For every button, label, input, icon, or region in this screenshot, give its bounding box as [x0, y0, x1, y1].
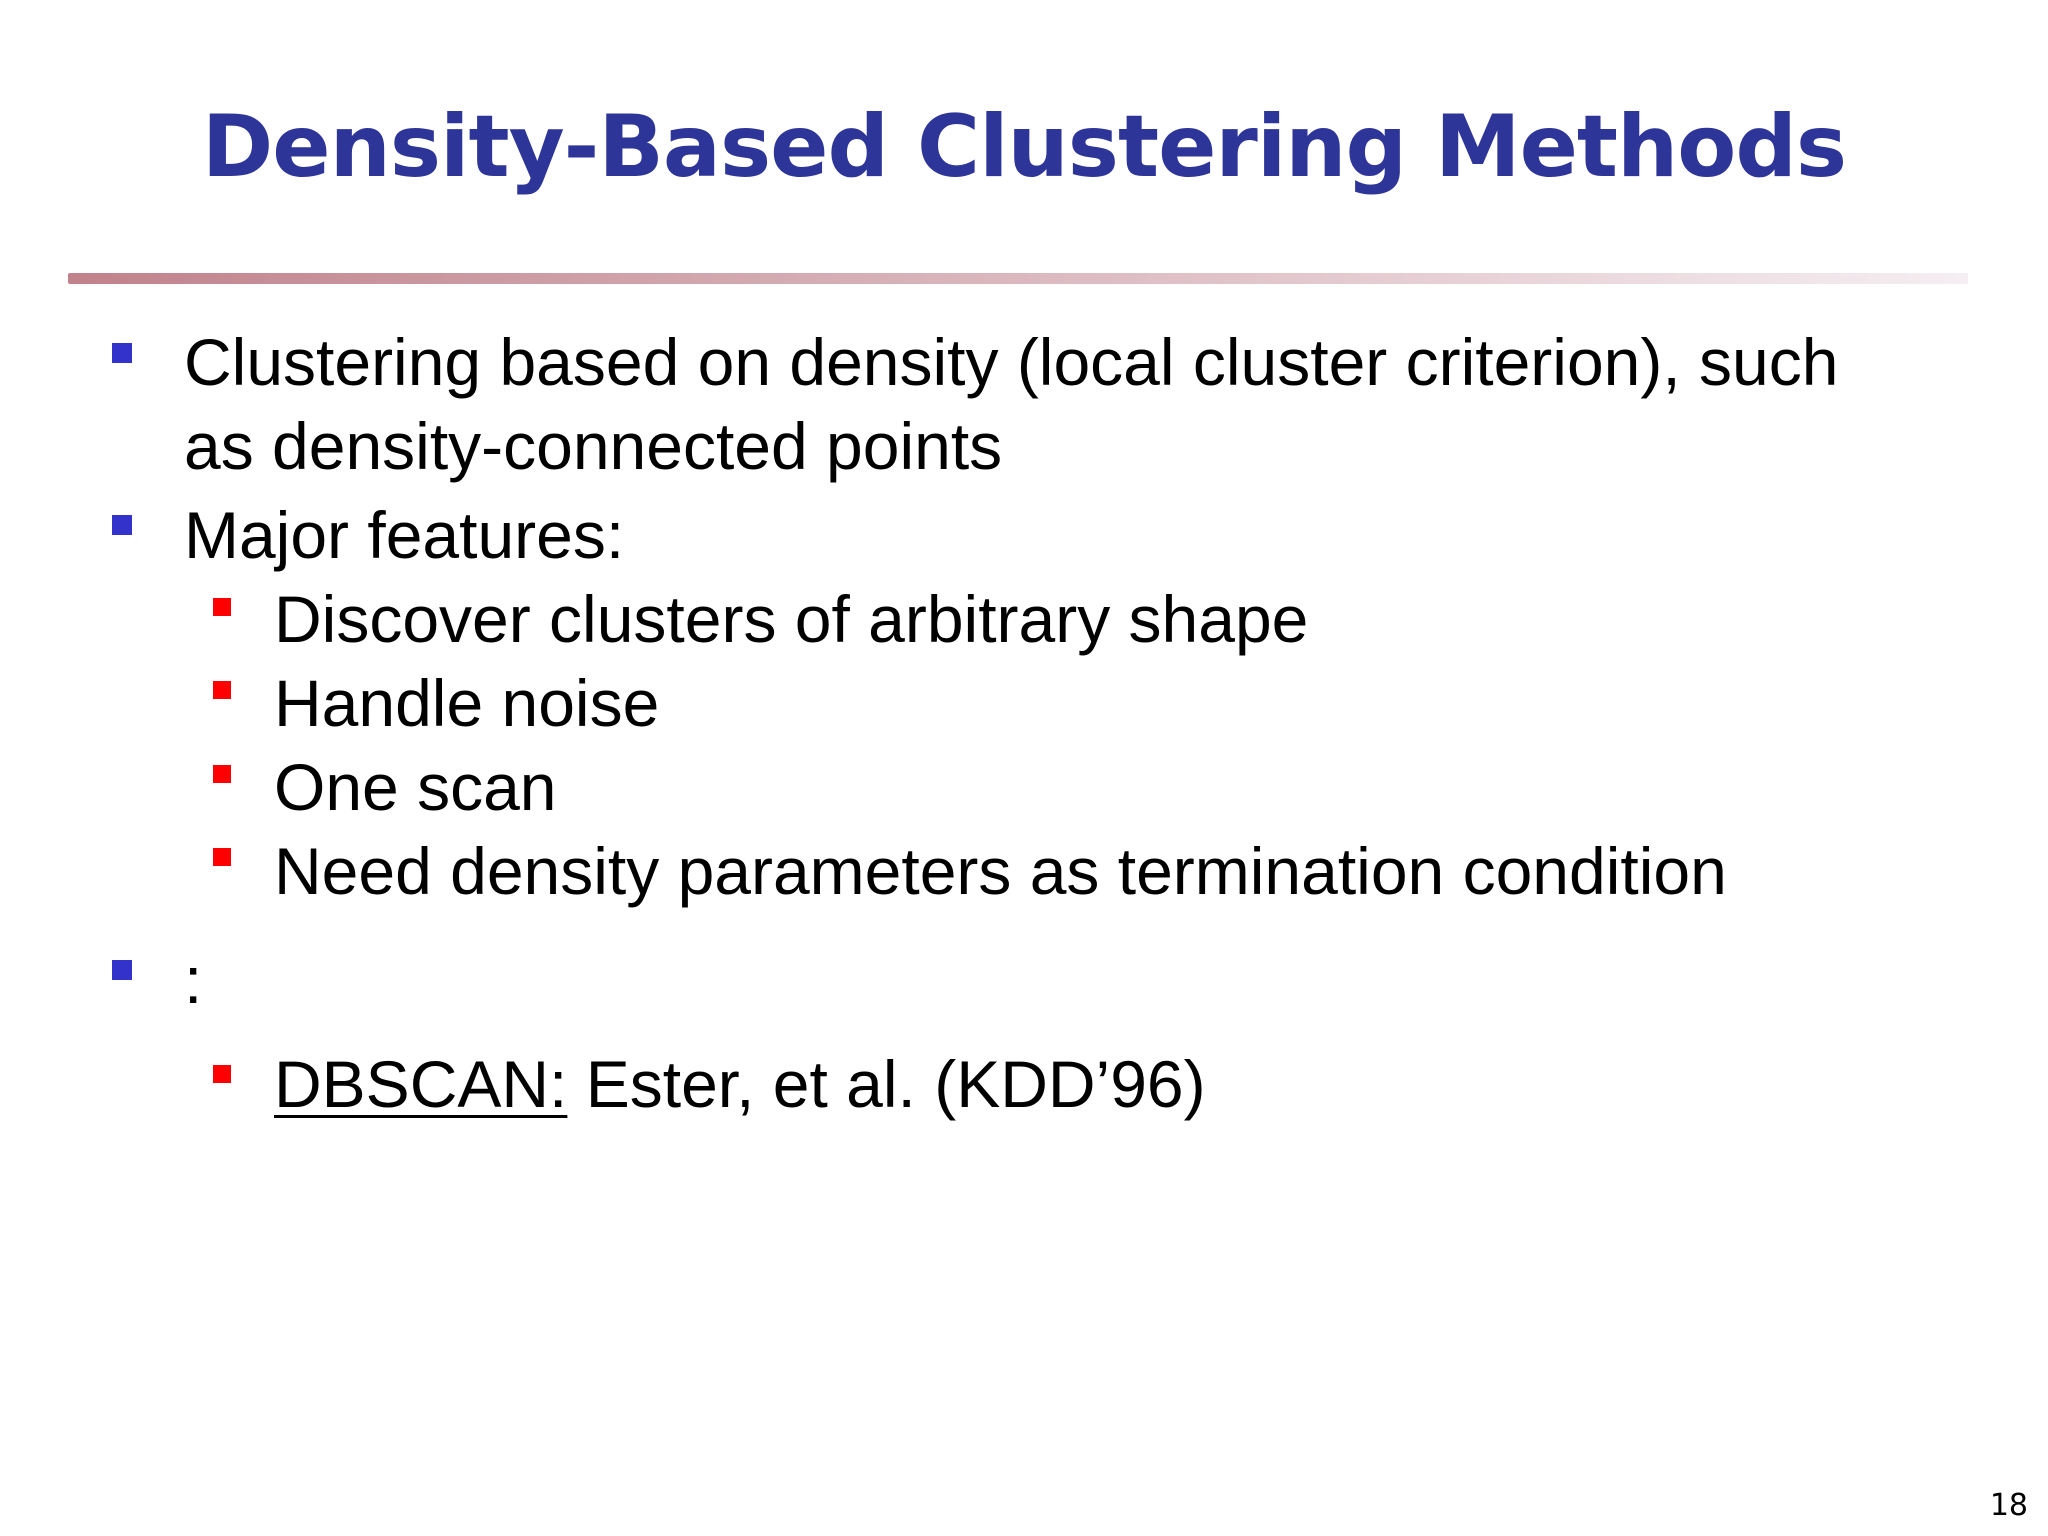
sub-bullet-density-parameters — [274, 829, 1727, 913]
bullet-text: Major features: — [184, 498, 625, 572]
bullet-text-line-2: as density-connected points — [184, 409, 1003, 483]
square-bullet-icon — [112, 343, 132, 363]
bullet-item-clustering-continued — [184, 404, 1002, 488]
square-bullet-icon — [213, 765, 231, 783]
square-bullet-icon — [213, 681, 231, 699]
square-bullet-icon — [213, 598, 231, 616]
sub-bullet-dbscan — [274, 1042, 1206, 1126]
square-bullet-icon — [213, 848, 231, 866]
sub-bullet-handle-noise — [274, 661, 659, 745]
slide-title: Density-Based Clustering Methods — [201, 97, 1847, 197]
sub-bullet-text: Discover clusters of arbitrary shape — [274, 582, 1309, 656]
page-number: 18 — [1989, 1488, 2028, 1523]
sub-bullet-text: Need density parameters as termination condition — [274, 834, 1727, 908]
sub-bullet-one-scan — [274, 745, 557, 829]
bullet-item-clustering — [184, 320, 1838, 404]
sub-bullet-arbitrary-shape — [274, 577, 1308, 661]
bullet-item-colon — [184, 938, 202, 1022]
bullet-item-major-features — [184, 493, 624, 577]
dbscan-citation: Ester, et al. (KDD’96) — [567, 1047, 1206, 1121]
square-bullet-icon — [112, 515, 132, 535]
square-bullet-icon — [213, 1065, 231, 1083]
dbscan-link[interactable]: DBSCAN: — [274, 1047, 568, 1121]
bullet-text-line-1: Clustering based on density (local cluster criterion), such — [184, 325, 1839, 399]
sub-bullet-text: One scan — [274, 750, 557, 824]
bullet-text: : — [184, 943, 203, 1017]
sub-bullet-text: Handle noise — [274, 666, 660, 740]
square-bullet-icon — [112, 960, 132, 980]
